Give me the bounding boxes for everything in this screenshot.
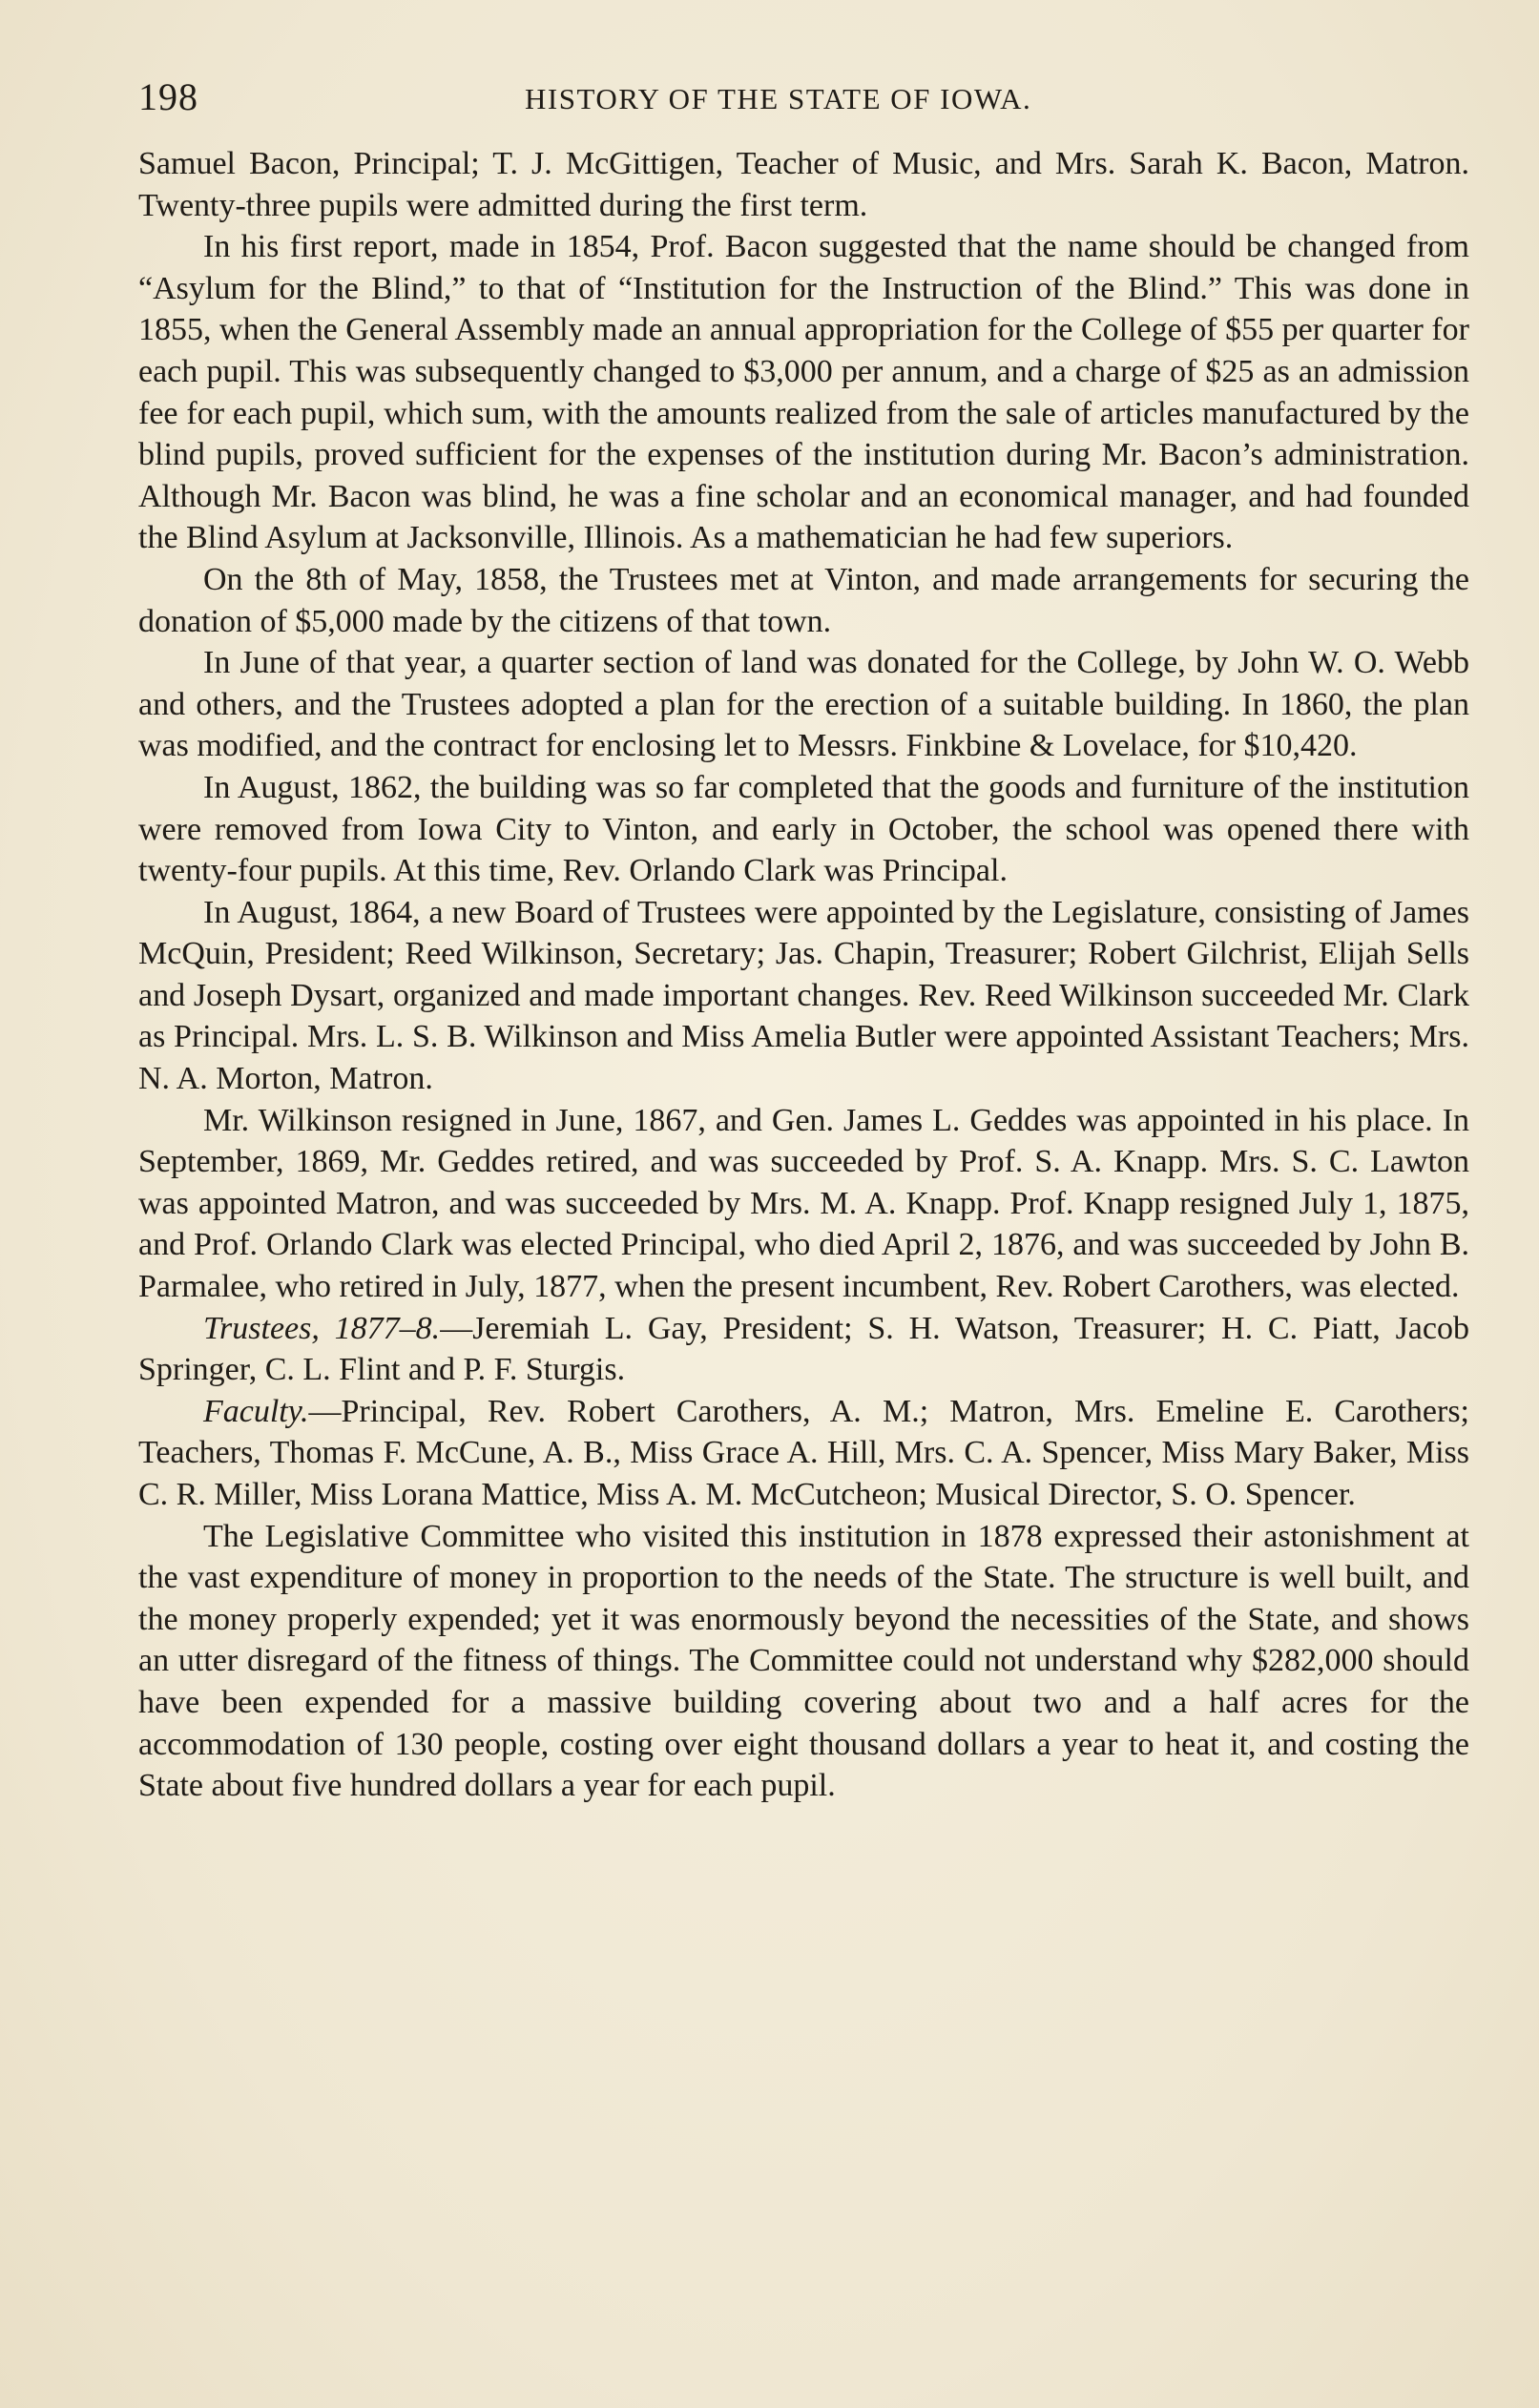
paragraph-land-donation: In June of that year, a quarter section of land was donated for the College, by John W. O. Webb and others, and the Trustees adopted a plan for the erection of a suitable building. In 1860, the plan was modified, and the contract for enclosing let to Messrs. Finkbine & Lovelace, for $10,420.	[138, 645, 1469, 764]
faculty-lead: Faculty.	[203, 1393, 309, 1429]
paragraph-bacon-staff: Samuel Bacon, Principal; T. J. McGittigen, Teacher of Music, and Mrs. Sarah K. Bacon, Matron. Twenty-three pupils were admitted during the first term.	[138, 146, 1469, 223]
paragraph-committee-1878: The Legislative Committee who visited this institution in 1878 expressed their astonishment at the vast expenditure of money in proportion to the needs of the State. The structure is well built, and the money properly expended; yet it was enormously beyond the necessities of the State, and shows an utter disregard of the fitness of things. The Committee could not understand why $282,000 should have been expended for a massive building covering about two and a half acres for the accommodation of 130 people, costing over eight thousand dollars a year to heat it, and costing the State about five hundred dollars a year for each pupil.	[138, 1518, 1469, 1804]
trustees-lead: Trustees, 1877–8.	[203, 1310, 441, 1346]
paragraph-board-1864: In August, 1864, a new Board of Trustees were appointed by the Legislature, consisting of James McQuin, President; Reed Wilkinson, Secretary; Jas. Chapin, Treasurer; Robert Gilchrist, Elijah Sells and Joseph Dysart, organized and made important changes. Rev. Reed Wilkinson succeeded Mr. Clark as Principal. Mrs. L. S. B. Wilkinson and Miss Amelia Butler were appointed Assistant Teachers; Mrs. N. A. Morton, Matron.	[138, 894, 1469, 1097]
page-number: 198	[138, 75, 198, 118]
paragraph-first-report: In his first report, made in 1854, Prof. Bacon suggested that the name should be changed from “Asylum for the Blind,” to that of “Institution for the Instruction of the Blind.” This was done in 1855, when the General Assembly made an annual appropriation for the College of $55 per quarter for each pupil. This was subsequently changed to $3,000 per annum, and a charge of $25 as an admission fee for each pupil, which sum, with the amounts realized from the sale of articles manufactured by the blind pupils, proved sufficient for the expenses of the institution during Mr. Bacon’s administration. Although Mr. Bacon was blind, he was a fine scholar and an economical manager, and had founded the Blind Asylum at Jacksonville, Illinois. As a mathematician he had few superiors.	[138, 229, 1469, 556]
page-header	[138, 74, 1469, 132]
running-head: HISTORY OF THE STATE OF IOWA.	[525, 82, 1032, 115]
paragraph-faculty-list: Faculty.—Principal, Rev. Robert Carothers, A. M.; Matron, Mrs. Emeline E. Carothers; Teachers, Thomas F. McCune, A. B., Miss Grace A. Hill, Mrs. C. A. Spencer, Miss Mary Baker, Miss C. R. Miller, Miss Lorana Mattice, Miss A. M. McCutcheon; Musical Director, S. O. Spencer.	[138, 1393, 1469, 1512]
paragraph-trustees-list: Trustees, 1877–8.—Jeremiah L. Gay, President; S. H. Watson, Treasurer; H. C. Piatt, Jacob Springer, C. L. Flint and P. F. Sturgis.	[138, 1310, 1469, 1388]
paragraph-trustees-1858: On the 8th of May, 1858, the Trustees met at Vinton, and made arrangements for securing the donation of $5,000 made by the citizens of that town.	[138, 561, 1469, 639]
paragraph-succession: Mr. Wilkinson resigned in June, 1867, and Gen. James L. Geddes was appointed in his place. In September, 1869, Mr. Geddes retired, and was succeeded by Prof. S. A. Knapp. Mrs. S. C. Lawton was appointed Matron, and was succeeded by Mrs. M. A. Knapp. Prof. Knapp resigned July 1, 1875, and Prof. Orlando Clark was elected Principal, who died April 2, 1876, and was succeeded by John B. Parmalee, who retired in July, 1877, when the present incumbent, Rev. Robert Carothers, was elected.	[138, 1102, 1469, 1305]
body-text	[138, 143, 1469, 1807]
paragraph-building-1862: In August, 1862, the building was so far completed that the goods and furniture of the institution were removed from Iowa City to Vinton, and early in October, the school was opened there with twenty-four pupils. At this time, Rev. Orlando Clark was Principal.	[138, 769, 1469, 889]
